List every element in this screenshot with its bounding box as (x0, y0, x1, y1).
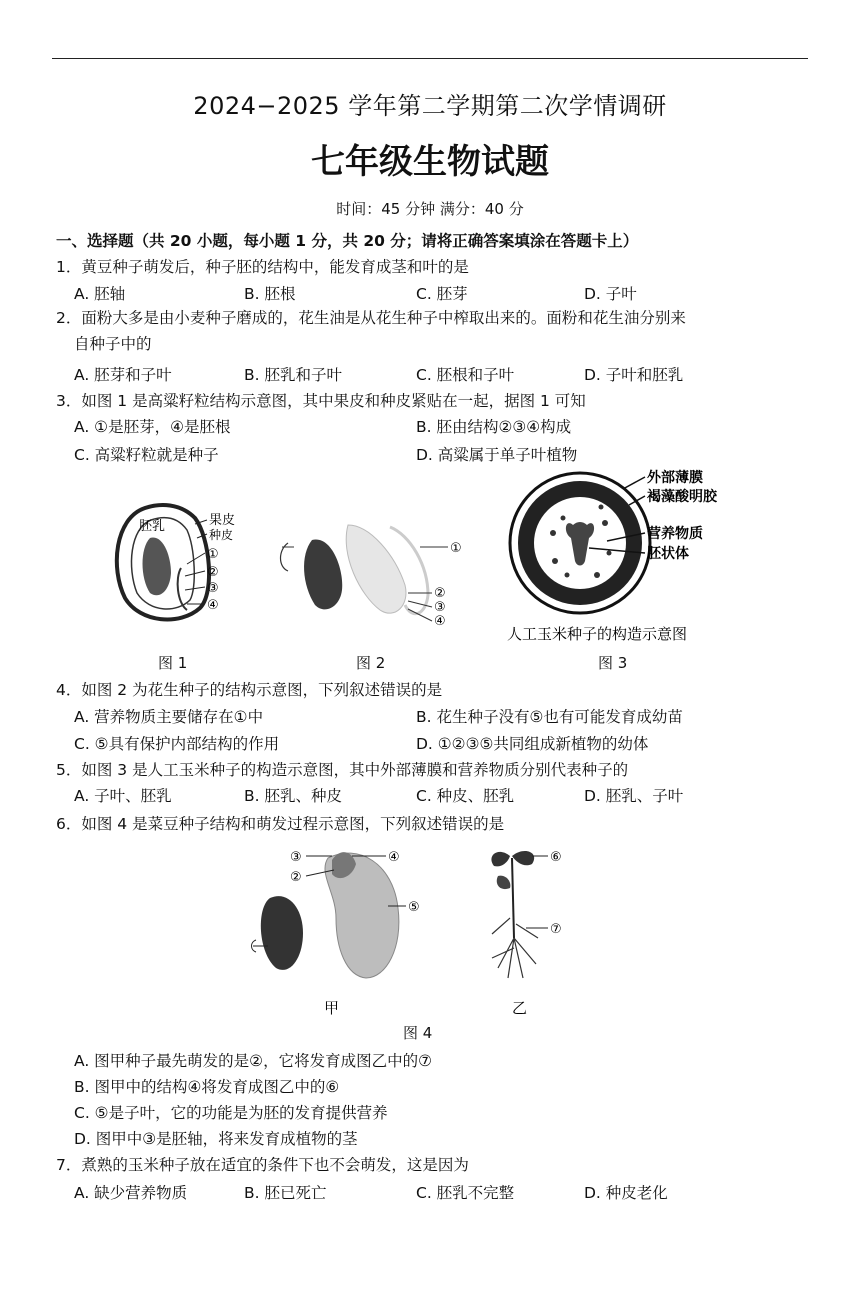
top-rule (52, 58, 808, 59)
figure-4-caption: 图 4 (403, 1024, 433, 1042)
fig1-label-seedcoat: 种皮 (209, 528, 234, 542)
q5-option-d: D. 胚乳、子叶 (584, 787, 684, 805)
fig1-label-pericarp: 果皮 (209, 513, 236, 528)
q5-option-c: C. 种皮、胚乳 (416, 787, 515, 805)
fig4-num-2: ② (290, 870, 302, 885)
section-heading: 一、选择题（共 20 小题，每小题 1 分，共 20 分；请将正确答案填涂在答题卡上） (56, 232, 639, 250)
q7-option-b: B. 胚已死亡 (244, 1184, 327, 1202)
fig4-num-4: ④ (388, 850, 400, 865)
fig2-num-3: ③ (434, 600, 446, 615)
fig3-label-nutrient: 营养物质 (647, 526, 703, 542)
q7-option-c: C. 胚乳不完整 (416, 1184, 515, 1202)
question-3-stem: 3．如图 1 是高粱籽粒结构示意图，其中果皮和种皮紧贴在一起，据图 1 可知 (56, 392, 586, 410)
fig3-subtitle: 人工玉米种子的构造示意图 (507, 625, 688, 643)
q2-option-b: B. 胚乳和子叶 (244, 366, 342, 384)
fig1-num-3: ③ (207, 581, 219, 596)
q4-option-a: A. 营养物质主要储存在①中 (74, 708, 264, 726)
q7-option-d: D. 种皮老化 (584, 1184, 668, 1202)
fig2-num-1: ① (450, 541, 462, 556)
figure-4-bean-seed (248, 838, 598, 1023)
q4-option-c: C. ⑤具有保护内部结构的作用 (74, 735, 280, 753)
q3-option-b: B. 胚由结构②③④构成 (416, 418, 572, 436)
fig1-label-endosperm: 胚乳 (139, 519, 166, 534)
question-2-stem-cont: 自种子中的 (74, 335, 152, 353)
q1-option-a: A. 胚轴 (74, 285, 126, 303)
question-2-stem: 2．面粉大多是由小麦种子磨成的，花生油是从花生种子中榨取出来的。面粉和花生油分别来 (56, 309, 686, 327)
fig2-num-2: ② (434, 586, 446, 601)
question-4-stem: 4．如图 2 为花生种子的结构示意图，下列叙述错误的是 (56, 681, 443, 699)
q6-option-a: A. 图甲种子最先萌发的是②，它将发育成图乙中的⑦ (74, 1052, 432, 1070)
q6-option-b: B. 图甲中的结构④将发育成图乙中的⑥ (74, 1078, 340, 1096)
q6-option-d: D. 图甲中③是胚轴，将来发育成植物的茎 (74, 1130, 358, 1148)
fig4-label-yi: 乙 (512, 999, 528, 1017)
question-7-stem: 7．煮熟的玉米种子放在适宜的条件下也不会萌发，这是因为 (56, 1156, 469, 1174)
question-6-stem: 6．如图 4 是菜豆种子结构和萌发过程示意图，下列叙述错误的是 (56, 815, 505, 833)
q2-option-a: A. 胚芽和子叶 (74, 366, 172, 384)
question-1-stem: 1．黄豆种子萌发后，种子胚的结构中，能发育成茎和叶的是 (56, 258, 469, 276)
fig3-label-membrane: 外部薄膜 (647, 470, 703, 486)
q2-option-c: C. 胚根和子叶 (416, 366, 515, 384)
q3-option-a: A. ①是胚芽，④是胚根 (74, 418, 231, 436)
exam-title: 2024−2025 学年第二学期第二次学情调研 (193, 92, 667, 120)
q5-option-b: B. 胚乳、种皮 (244, 787, 342, 805)
figure-2-peanut-seed (270, 515, 470, 635)
fig4-num-5: ⑤ (408, 900, 420, 915)
figure-3-caption: 图 3 (598, 654, 628, 672)
q1-option-c: C. 胚芽 (416, 285, 468, 303)
q1-option-d: D. 子叶 (584, 285, 637, 303)
q4-option-d: D. ①②③⑤共同组成新植物的幼体 (416, 735, 649, 753)
fig4-num-7: ⑦ (550, 922, 562, 937)
fig1-num-4: ④ (207, 598, 219, 613)
time-info: 时间：45 分钟 满分：40 分 (336, 200, 524, 218)
question-5-stem: 5．如图 3 是人工玉米种子的构造示意图，其中外部薄膜和营养物质分别代表种子的 (56, 761, 629, 779)
fig4-num-6: ⑥ (550, 850, 562, 865)
q2-option-d: D. 子叶和胚乳 (584, 366, 684, 384)
figure-3-artificial-seed (505, 463, 750, 648)
q5-option-a: A. 子叶、胚乳 (74, 787, 172, 805)
fig1-num-2: ② (207, 565, 219, 580)
fig3-label-embryoid: 胚状体 (647, 546, 689, 562)
fig2-num-4: ④ (434, 614, 446, 629)
q3-option-c: C. 高粱籽粒就是种子 (74, 446, 219, 464)
figure-1-caption: 图 1 (158, 654, 188, 672)
q1-option-b: B. 胚根 (244, 285, 296, 303)
q3-option-d: D. 高粱属于单子叶植物 (416, 446, 578, 464)
q7-option-a: A. 缺少营养物质 (74, 1184, 188, 1202)
exam-subject: 七年级生物试题 (311, 142, 549, 182)
figure-1-sorghum-grain (105, 498, 255, 628)
fig3-label-gel: 褐藻酸明胶 (647, 489, 717, 505)
q6-option-c: C. ⑤是子叶，它的功能是为胚的发育提供营养 (74, 1104, 388, 1122)
fig4-num-3: ③ (290, 850, 302, 865)
q4-option-b: B. 花生种子没有⑤也有可能发育成幼苗 (416, 708, 683, 726)
fig4-label-jia: 甲 (324, 999, 340, 1017)
fig1-num-1: ① (207, 547, 219, 562)
figure-2-caption: 图 2 (356, 654, 386, 672)
